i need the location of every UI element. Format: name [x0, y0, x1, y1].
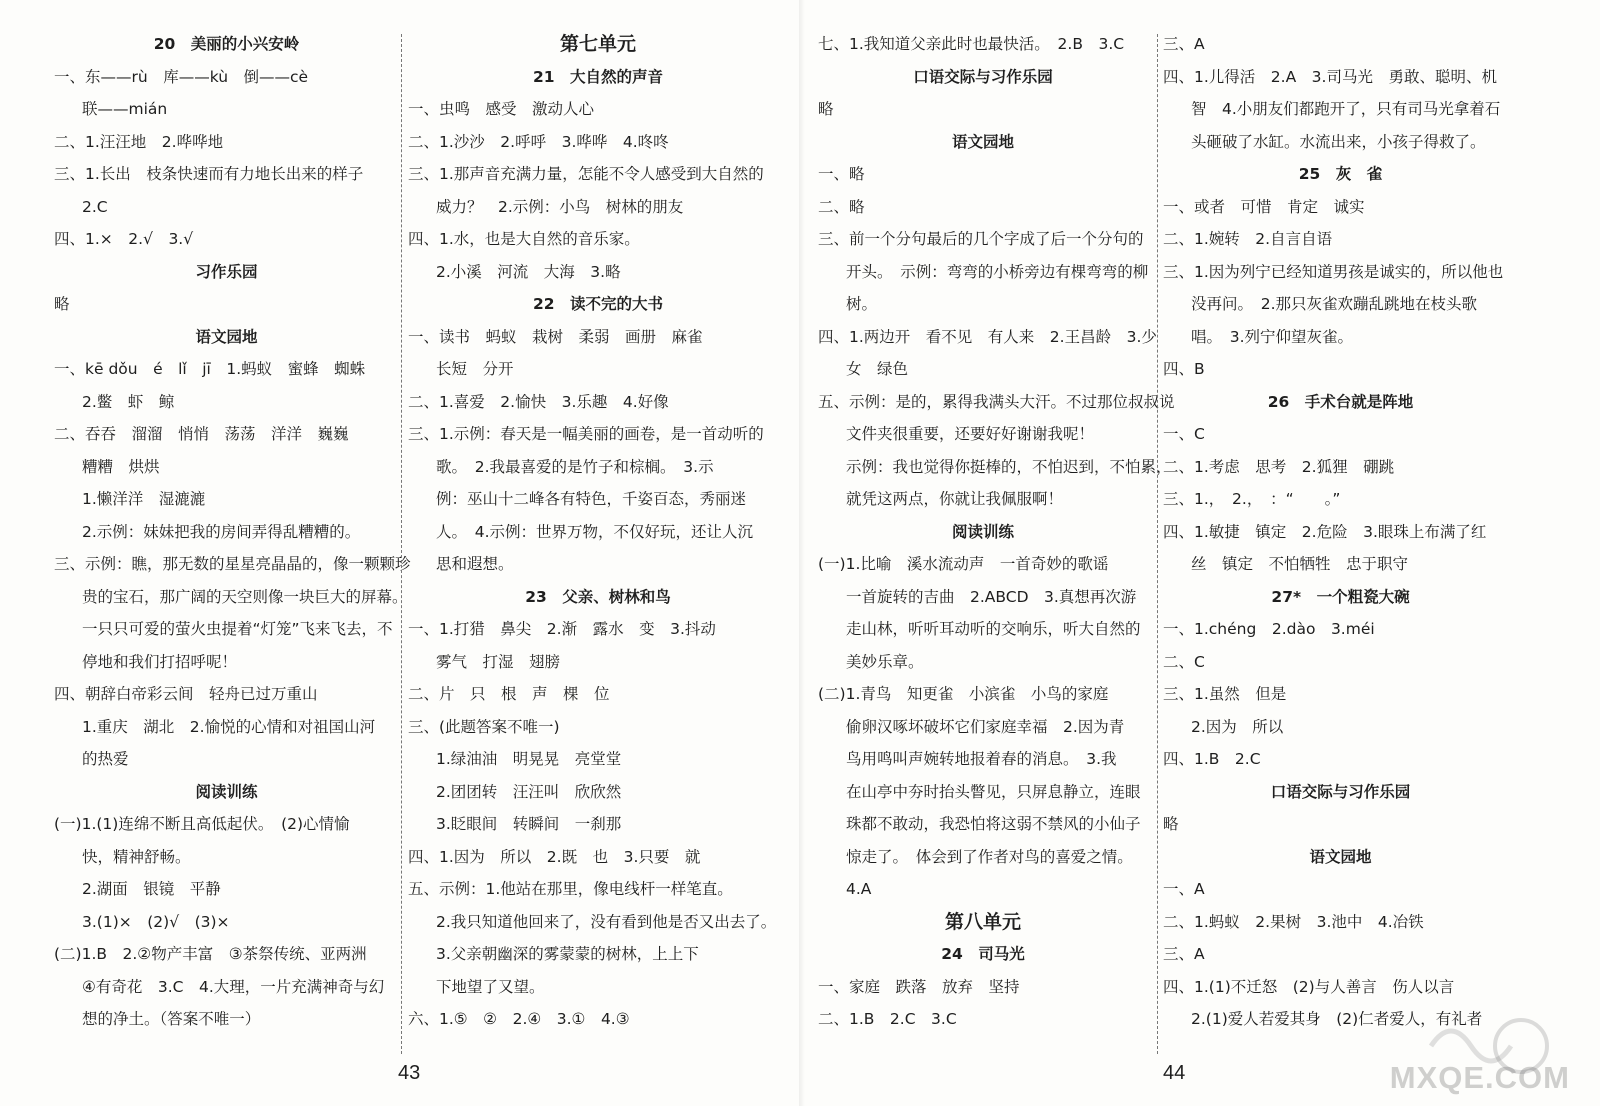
- page-number-right: 44: [1163, 1062, 1186, 1084]
- answer-line: 一、家庭 跌落 放弃 坚持: [818, 977, 1020, 996]
- answer-line: 二、吞吞 溜溜 悄悄 荡荡 洋洋 巍巍: [54, 425, 349, 443]
- section-heading: 阅读训练: [951, 522, 1014, 541]
- section-heading: 20 美丽的小兴安岭: [153, 35, 300, 53]
- answer-line: 一、A: [1163, 880, 1205, 898]
- answer-line: 长短 分开: [436, 360, 514, 378]
- answer-line: (一)1.(1)连绵不断且高低起伏。 (2)心情愉: [54, 815, 350, 833]
- answer-line: 二、略: [818, 197, 865, 216]
- answer-line: 四、1.B 2.C: [1163, 750, 1261, 768]
- answer-line: 四、1.水，也是大自然的音乐家。: [408, 230, 640, 248]
- answer-line: 女 绿色: [846, 360, 909, 378]
- answer-line: 2.示例：妹妹把我的房间弄得乱糟糟的。: [82, 522, 361, 541]
- answer-column-2: [408, 28, 788, 1036]
- answer-line: 三、1.长出 枝条快速而有力地长出来的样子: [54, 165, 364, 183]
- watermark-text: MXQE.COM: [1389, 1060, 1570, 1095]
- answer-line: 示例：我也觉得你挺棒的，不怕迟到，不怕累，: [846, 457, 1172, 476]
- answer-line: 略: [1163, 815, 1179, 833]
- answer-line: 七、1.我知道父亲此时也最快活。 2.B 3.C: [818, 35, 1125, 53]
- answer-line: 开头。 示例：弯弯的小桥旁边有棵弯弯的柳: [846, 262, 1149, 281]
- section-heading: 习作乐园: [195, 262, 258, 281]
- section-heading: 24 司马光: [941, 945, 1025, 963]
- answer-column-3: [818, 28, 1175, 1036]
- answer-line: 人。 4.示例：世界万物，不仅好玩，还让人沉: [436, 522, 754, 541]
- answer-line: 一只只可爱的萤火虫提着“灯笼”飞来飞去，不: [82, 620, 393, 638]
- answer-line: 三、(此题答案不唯一): [408, 717, 560, 736]
- answer-line: 美妙乐章。: [846, 652, 924, 671]
- answer-line: 三、1.， 2.， ：“ 。”: [1163, 490, 1341, 508]
- answer-column-1: [54, 28, 411, 1036]
- section-heading: 21 大自然的声音: [532, 67, 664, 86]
- answer-line: 没再问。 2.那只灰雀欢蹦乱跳地在枝头歌: [1191, 295, 1478, 313]
- answer-line: 四、朝辞白帝彩云间 轻舟已过万重山: [54, 685, 318, 703]
- answer-line: 四、B: [1163, 360, 1205, 378]
- answer-line: 惊走了。 体会到了作者对鸟的喜爱之情。: [846, 847, 1133, 866]
- answer-line: 一、略: [818, 165, 865, 183]
- answer-line: 二、1.汪汪地 2.哗哗地: [54, 132, 224, 151]
- section-heading: 语文园地: [951, 132, 1014, 151]
- answer-line: 四、1.儿得活 2.A 3.司马光 勇敢、聪明、机: [1163, 67, 1497, 86]
- section-heading: 口语交际与习作乐园: [1270, 782, 1411, 801]
- answer-line: 3.父亲朝幽深的雾蒙蒙的树林，上上下: [436, 945, 699, 963]
- book-spine-shadow: [799, 0, 805, 1106]
- answer-line: 在山亭中夯时抬头瞥见，只屏息静立，连眼: [846, 782, 1141, 801]
- answer-line: 一、C: [1163, 425, 1205, 443]
- answer-line: 三、A: [1163, 35, 1205, 53]
- answer-line: 三、A: [1163, 945, 1205, 963]
- answer-line: 文件夹很重要，还要好好谢谢我呢！: [846, 425, 1095, 443]
- answer-line: 四、1.(1)不迁怒 (2)与人善言 伤人以言: [1163, 977, 1455, 996]
- answer-line: 四、1.两边开 看不见 有人来 2.王昌龄 3.少: [818, 327, 1157, 346]
- answer-line: 二、片 只 根 声 棵 位: [408, 685, 610, 703]
- answer-line: 2.(1)爱人若爱其身 (2)仁者爱人，有礼者: [1191, 1010, 1483, 1028]
- answer-line: 的热爱: [82, 750, 129, 768]
- answer-line: 联——mián: [82, 100, 168, 118]
- answer-line: 思和遐想。: [436, 555, 514, 573]
- section-heading: 第七单元: [559, 33, 636, 55]
- answer-line: 三、示例：瞧，那无数的星星亮晶晶的，像一颗颗珍: [54, 555, 411, 573]
- answer-line: 三、1.虽然 但是: [1163, 685, 1287, 703]
- section-heading: 23 父亲、树林和鸟: [525, 587, 671, 606]
- answer-line: 威力？ 2.示例：小鸟 树林的朋友: [436, 197, 684, 216]
- answer-line: 1.重庆 湖北 2.愉悦的心情和对祖国山河: [82, 717, 376, 736]
- answer-line: 一、1.chéng 2.dào 3.méi: [1163, 620, 1375, 638]
- section-heading: 第八单元: [944, 910, 1021, 933]
- answer-line: 珠都不敢动，我恐怕将这弱不禁风的小仙子: [846, 815, 1141, 833]
- answer-line: 雾气 打湿 翅膀: [436, 652, 561, 671]
- answer-line: 五、示例：1.他站在那里，像电线杆一样笔直。: [408, 880, 733, 898]
- answer-line: 例：巫山十二峰各有特色，千姿百态，秀丽迷: [436, 490, 747, 508]
- column-divider-left: [401, 34, 402, 1054]
- answer-line: 贵的宝石，那广阔的天空则像一块巨大的屏幕。: [82, 587, 408, 606]
- answer-line: 二、1.婉转 2.自言自语: [1163, 230, 1333, 248]
- answer-line: 1.懒洋洋 湿漉漉: [82, 490, 206, 508]
- answer-line: 快，精神舒畅。: [82, 847, 191, 866]
- section-heading: 阅读训练: [195, 782, 258, 801]
- answer-line: 停地和我们打招呼呢！: [82, 652, 238, 671]
- page-number-left: 43: [398, 1062, 421, 1084]
- answer-line: 一、东——rù 库——kù 倒——cè: [54, 67, 309, 86]
- answer-line: 丝 镇定 不怕牺牲 忠于职守: [1191, 555, 1409, 573]
- answer-line: 三、前一个分句最后的几个字成了后一个分句的: [818, 230, 1144, 248]
- answer-line: 二、1.沙沙 2.呼呼 3.哗哗 4.咚咚: [408, 132, 669, 151]
- answer-line: 一、虫鸣 感受 激动人心: [408, 100, 595, 118]
- answer-line: 一首旋转的吉曲 2.ABCD 3.真想再次游: [846, 587, 1137, 606]
- answer-line: 略: [54, 295, 70, 313]
- answer-line: 六、1.⑤ ② 2.④ 3.① 4.③: [408, 1010, 630, 1028]
- answer-line: 2.C: [82, 197, 108, 216]
- answer-line: 三、1.因为列宁已经知道男孩是诚实的，所以他也: [1163, 262, 1504, 281]
- answer-line: 二、1.蚂蚁 2.果树 3.池中 4.冶铁: [1163, 912, 1424, 931]
- answer-line: 歌。 2.我最喜爱的是竹子和棕榈。 3.示: [436, 457, 714, 476]
- answer-line: 二、1.喜爱 2.愉快 3.乐趣 4.好像: [408, 392, 669, 411]
- answer-line: 4.A: [846, 880, 872, 898]
- answer-line: 糟糟 烘烘: [82, 457, 160, 476]
- answer-line: 2.鳖 虾 鲸: [82, 392, 175, 411]
- answer-line: 略: [818, 100, 834, 118]
- answer-column-4: [1163, 28, 1518, 1036]
- answer-line: 2.因为 所以: [1191, 717, 1284, 736]
- answer-line: 3.眨眼间 转瞬间 一刹那: [436, 815, 622, 833]
- answer-line: 2.我只知道他回来了，没有看到他是否又出去了。: [436, 912, 777, 931]
- section-heading: 25 灰 雀: [1298, 165, 1383, 183]
- answer-line: 二、C: [1163, 652, 1205, 671]
- section-heading: 口语交际与习作乐园: [913, 67, 1053, 86]
- section-heading: 22 读不完的大书: [532, 295, 664, 313]
- answer-line: 唱。 3.列宁仰望灰雀。: [1191, 327, 1354, 346]
- answer-line: 二、1.考虑 思考 2.狐狸 硼跳: [1163, 457, 1395, 476]
- section-heading: 27* 一个粗瓷大碗: [1271, 587, 1410, 606]
- answer-line: (二)1.青鸟 知更雀 小滨雀 小鸟的家庭: [818, 685, 1109, 703]
- answer-line: 树。: [846, 295, 878, 313]
- answer-line: 三、1.示例：春天是一幅美丽的画卷，是一首动听的: [408, 425, 764, 443]
- answer-line: 五、示例：是的，累得我满头大汗。不过那位叔叔说: [818, 392, 1175, 411]
- answer-line: 四、1.因为 所以 2.既 也 3.只要 就: [408, 847, 701, 866]
- answer-line: 偷卵汉啄坏破坏它们家庭幸福 2.因为青: [846, 717, 1125, 736]
- answer-line: (二)1.B 2.②物产丰富 ③茶祭传统、亚两洲: [54, 945, 367, 963]
- answer-line: 一、读书 蚂蚁 栽树 柔弱 画册 麻雀: [408, 327, 703, 346]
- answer-line: 头砸破了水缸。水流出来，小孩子得救了。: [1191, 132, 1486, 151]
- answer-line: 2.小溪 河流 大海 3.略: [436, 262, 621, 281]
- answer-line: 2.团团转 汪汪叫 欣欣然: [436, 782, 622, 801]
- answer-line: 四、1.敏捷 镇定 2.危险 3.眼珠上布满了红: [1163, 522, 1487, 541]
- section-heading: 语文园地: [195, 327, 258, 346]
- answer-line: 四、1.× 2.√ 3.√: [54, 230, 194, 248]
- section-heading: 语文园地: [1309, 847, 1372, 866]
- answer-line: ④有奇花 3.C 4.大理，一片充满神奇与幻: [82, 977, 385, 996]
- answer-line: 下地望了又望。: [436, 977, 545, 996]
- answer-line: 走山林，听听耳动听的交响乐，听大自然的: [846, 620, 1141, 638]
- answer-line: 就凭这两点，你就让我佩服啊！: [846, 490, 1064, 508]
- section-heading: 26 手术台就是阵地: [1267, 392, 1414, 411]
- answer-line: 一、kē dǒu é lǐ jī 1.蚂蚁 蜜蜂 蜘蛛: [54, 360, 366, 378]
- answer-line: 一、或者 可惜 肯定 诚实: [1163, 197, 1365, 216]
- answer-line: 智 4.小朋友们都跑开了，只有司马光拿着石: [1191, 100, 1501, 118]
- answer-line: 鸟用鸣叫声婉转地报着春的消息。 3.我: [846, 750, 1117, 768]
- answer-line: 三、1.那声音充满力量，怎能不令人感受到大自然的: [408, 165, 764, 183]
- answer-line: 2.湖面 银镜 平静: [82, 880, 221, 898]
- answer-line: 二、1.B 2.C 3.C: [818, 1010, 957, 1028]
- answer-line: 1.绿油油 明晃晃 亮堂堂: [436, 750, 622, 768]
- column-divider-right: [1157, 34, 1158, 1054]
- answer-line: 一、1.打猎 鼻尖 2.渐 露水 变 3.抖动: [408, 620, 716, 638]
- answer-line: 3.(1)× (2)√ (3)×: [82, 912, 230, 931]
- answer-line: 想的净土。（答案不唯一）: [82, 1010, 261, 1028]
- answer-line: (一)1.比喻 溪水流动声 一首奇妙的歌谣: [818, 555, 1109, 573]
